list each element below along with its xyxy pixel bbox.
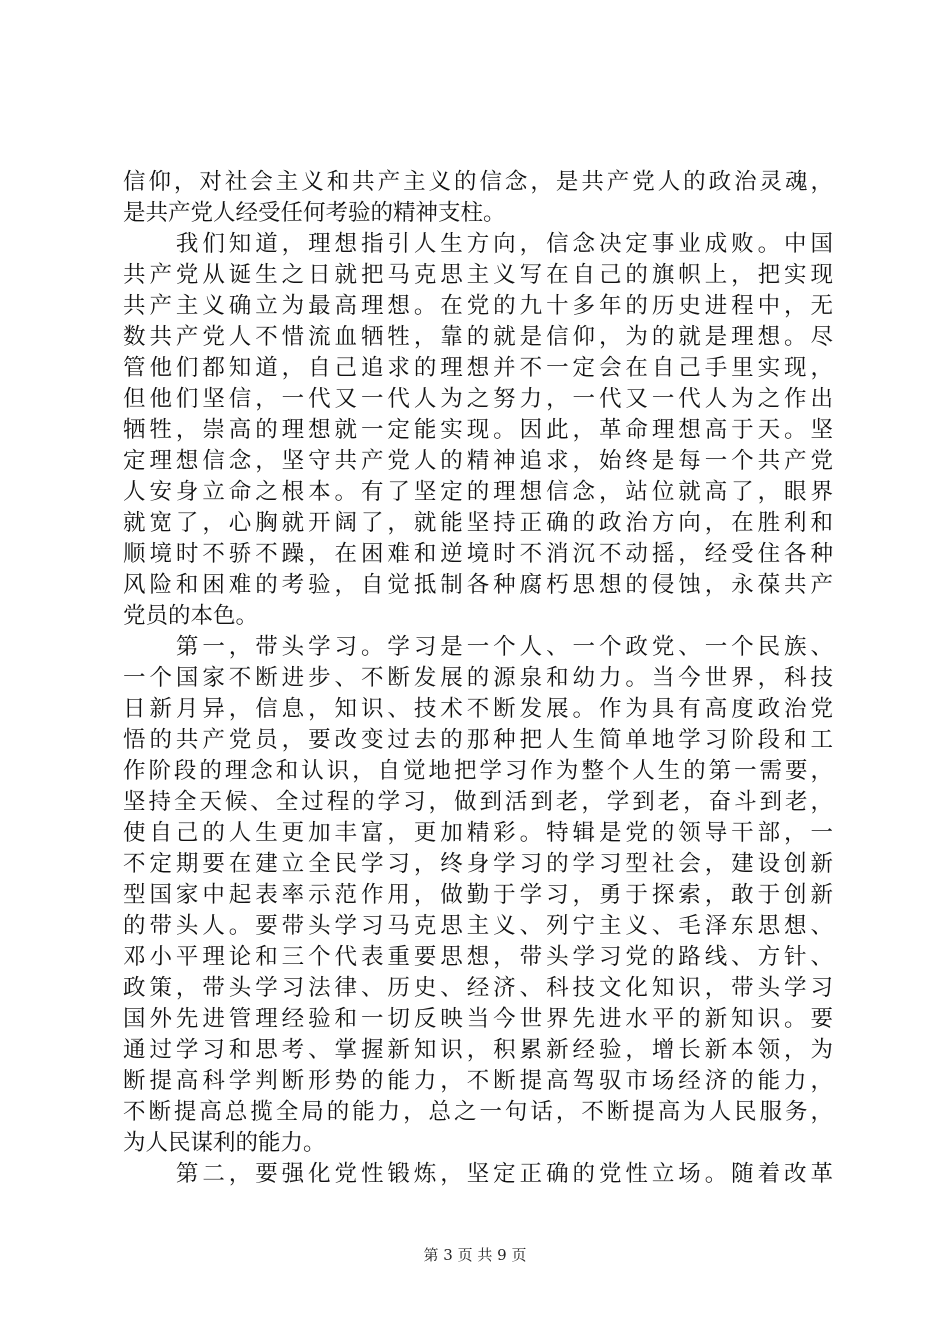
text-line: 共产党从诞生之日就把马克思主义写在自己的旗帜上，把实现 — [123, 262, 833, 288]
text-line: 第二，要强化党性锻炼，坚定正确的党性立场。随着改革 — [123, 1161, 833, 1187]
text-line: 牺牲，崇高的理想就一定能实现。因此，革命理想高于天。坚 — [123, 417, 833, 443]
text-line: 作阶段的理念和认识，自觉地把学习作为整个人生的第一需要， — [123, 758, 833, 784]
text-line: 是共产党人经受任何考验的精神支柱。 — [123, 200, 506, 226]
text-line: 数共产党人不惜流血牺牲，靠的就是信仰，为的就是理想。尽 — [123, 324, 833, 350]
text-line: 一个国家不断进步、不断发展的源泉和幼力。当今世界，科技 — [123, 665, 833, 691]
text-line: 为人民谋利的能力。 — [123, 1130, 326, 1156]
text-line: 通过学习和思考、掌握新知识，积累新经验，增长新本领，为 — [123, 1037, 833, 1063]
text-line: 我们知道，理想指引人生方向，信念决定事业成败。中国 — [123, 231, 833, 257]
text-line: 共产主义确立为最高理想。在党的九十多年的历史进程中，无 — [123, 293, 833, 319]
text-line: 信仰，对社会主义和共产主义的信念，是共产党人的政治灵魂， — [123, 169, 833, 195]
text-line: 的带头人。要带头学习马克思主义、列宁主义、毛泽东思想、 — [123, 913, 833, 939]
body-text — [123, 167, 833, 1190]
text-line: 顺境时不骄不躁，在困难和逆境时不消沉不动摇，经受住各种 — [123, 541, 833, 567]
text-line: 日新月异，信息，知识、技术不断发展。作为具有高度政治党 — [123, 696, 833, 722]
text-line: 国外先进管理经验和一切反映当今世界先进水平的新知识。要 — [123, 1006, 833, 1032]
text-line: 不断提高总揽全局的能力，总之一句话，不断提高为人民服务， — [123, 1099, 833, 1125]
text-line: 型国家中起表率示范作用，做勤于学习，勇于探索，敢于创新 — [123, 882, 833, 908]
text-line: 第一，带头学习。学习是一个人、一个政党、一个民族、 — [123, 634, 833, 660]
text-line: 政策，带头学习法律、历史、经济、科技文化知识，带头学习 — [123, 975, 833, 1001]
text-line: 就宽了，心胸就开阔了，就能坚持正确的政治方向，在胜利和 — [123, 510, 833, 536]
text-line: 不定期要在建立全民学习，终身学习的学习型社会，建设创新 — [123, 851, 833, 877]
page-footer: 第 3 页 共 9 页 — [423, 1246, 527, 1264]
text-line: 邓小平理论和三个代表重要思想，带头学习党的路线、方针、 — [123, 944, 833, 970]
text-line: 坚持全天候、全过程的学习，做到活到老，学到老，奋斗到老， — [123, 789, 833, 815]
text-line: 悟的共产党员，要改变过去的那种把人生简单地学习阶段和工 — [123, 727, 833, 753]
text-line: 党员的本色。 — [123, 603, 259, 629]
text-line: 人安身立命之根本。有了坚定的理想信念，站位就高了，眼界 — [123, 479, 833, 505]
text-line: 定理想信念，坚守共产党人的精神追求，始终是每一个共产党 — [123, 448, 833, 474]
text-line: 但他们坚信，一代又一代人为之努力，一代又一代人为之作出 — [123, 386, 833, 412]
text-line: 管他们都知道，自己追求的理想并不一定会在自己手里实现， — [123, 355, 833, 381]
text-line: 风险和困难的考验，自觉抵制各种腐朽思想的侵蚀，永葆共产 — [123, 572, 833, 598]
text-line: 使自己的人生更加丰富，更加精彩。特辑是党的领导干部，一 — [123, 820, 833, 846]
text-line: 断提高科学判断形势的能力，不断提高驾驭市场经济的能力， — [123, 1068, 833, 1094]
